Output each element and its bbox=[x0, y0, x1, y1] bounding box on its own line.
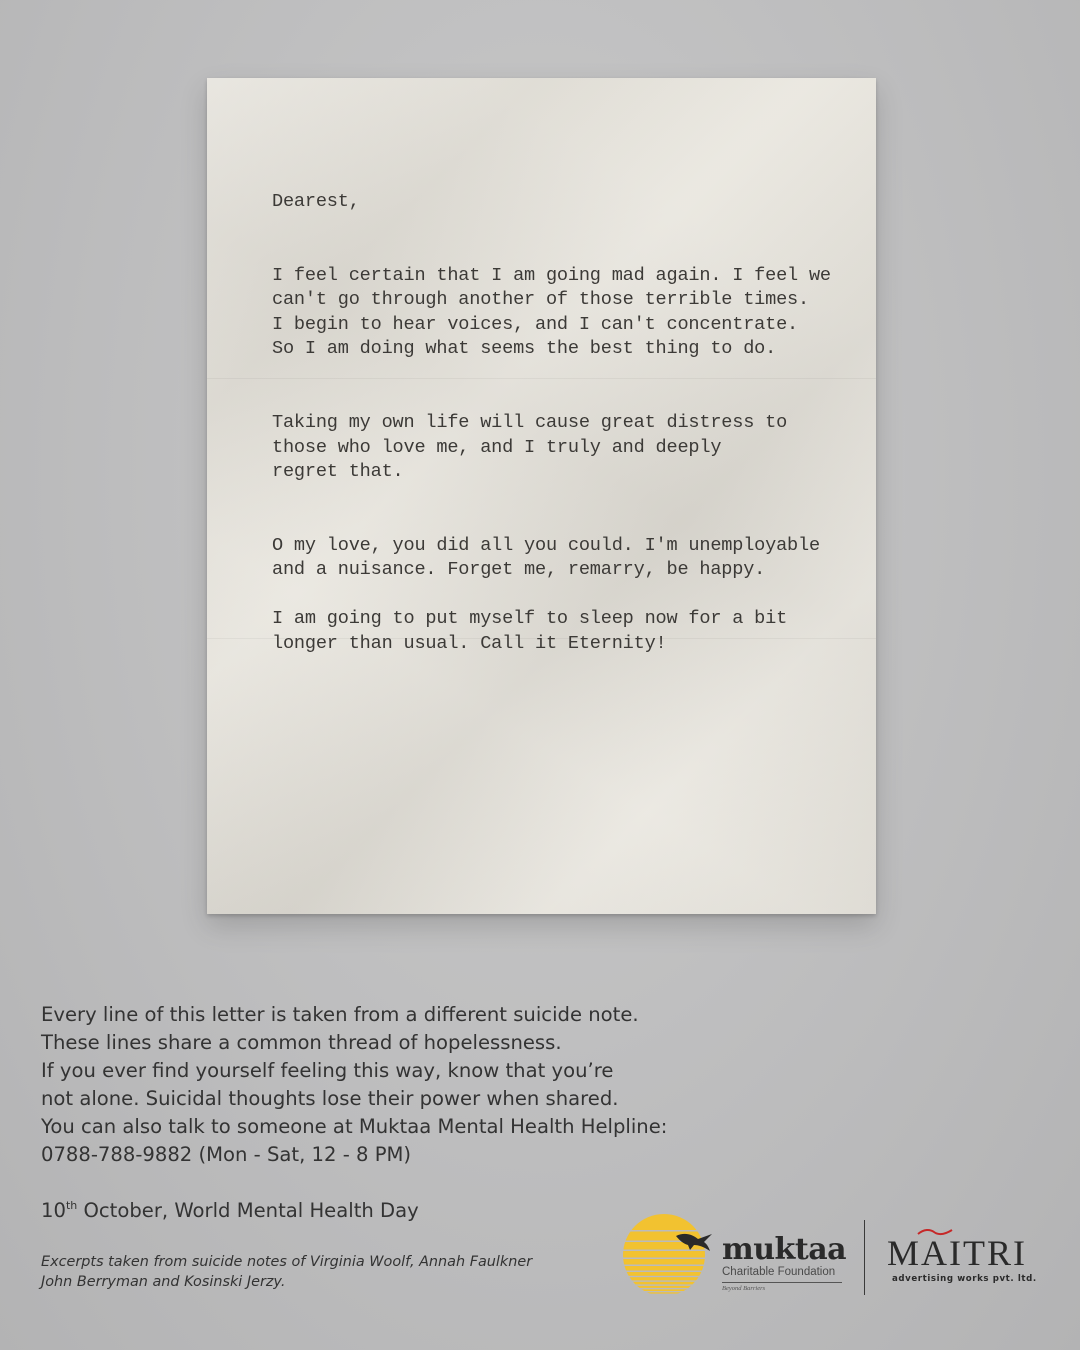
muktaa-name: muktaa bbox=[722, 1232, 847, 1267]
maitri-name: MAITRI bbox=[887, 1233, 1027, 1273]
letter-paragraph-1: I feel certain that I am going mad again. I feel we can't go through another of those terrible times. I begin to hear voices, and I can't concentrate. So I am doing what seems the best thing to do. bbox=[272, 264, 831, 360]
awareness-date bbox=[41, 1199, 419, 1222]
letter-paper bbox=[207, 78, 876, 914]
muktaa-logo bbox=[614, 1214, 849, 1296]
letter-paragraph-2: Taking my own life will cause great distress to those who love me, and I truly and deeply regret that. bbox=[272, 411, 788, 483]
maitri-subtitle: advertising works pvt. ltd. bbox=[892, 1274, 1037, 1284]
letter-paragraph-3: O my love, you did all you could. I'm unemployable and a nuisance. Forget me, remarry, be happy. bbox=[272, 534, 820, 581]
letter-text bbox=[272, 190, 862, 656]
sun-icon bbox=[614, 1214, 714, 1296]
accent-mark-icon bbox=[916, 1228, 956, 1236]
muktaa-tagline: Beyond Barriers bbox=[722, 1285, 766, 1292]
maitri-logo bbox=[880, 1232, 1055, 1288]
letter-paragraph-4: I am going to put myself to sleep now for a bit longer than usual. Call it Eternity! bbox=[272, 607, 788, 654]
campaign-message: Every line of this letter is taken from a different suicide note. These lines share a common thread of hopelessness. If you ever find yourself feeling this way, know that you’re not alone. Suicidal thoughts lose their power when shared. You can also talk to someone at Muktaa Mental Health Helpline: 0788-788-9882 (Mon - Sat, 12 - 8 PM) bbox=[41, 1003, 668, 1167]
muktaa-rule bbox=[722, 1282, 842, 1283]
date-suffix: th bbox=[65, 1199, 78, 1212]
excerpts-credit: Excerpts taken from suicide notes of Virginia Woolf, Annah Faulkner John Berryman and Kosinski Jerzy. bbox=[41, 1254, 533, 1290]
logo-divider bbox=[864, 1220, 865, 1295]
letter-greeting: Dearest, bbox=[272, 191, 360, 212]
date-text: October, World Mental Health Day bbox=[77, 1199, 419, 1222]
muktaa-subtitle: Charitable Foundation bbox=[722, 1266, 836, 1278]
date-day: 10 bbox=[41, 1199, 66, 1222]
